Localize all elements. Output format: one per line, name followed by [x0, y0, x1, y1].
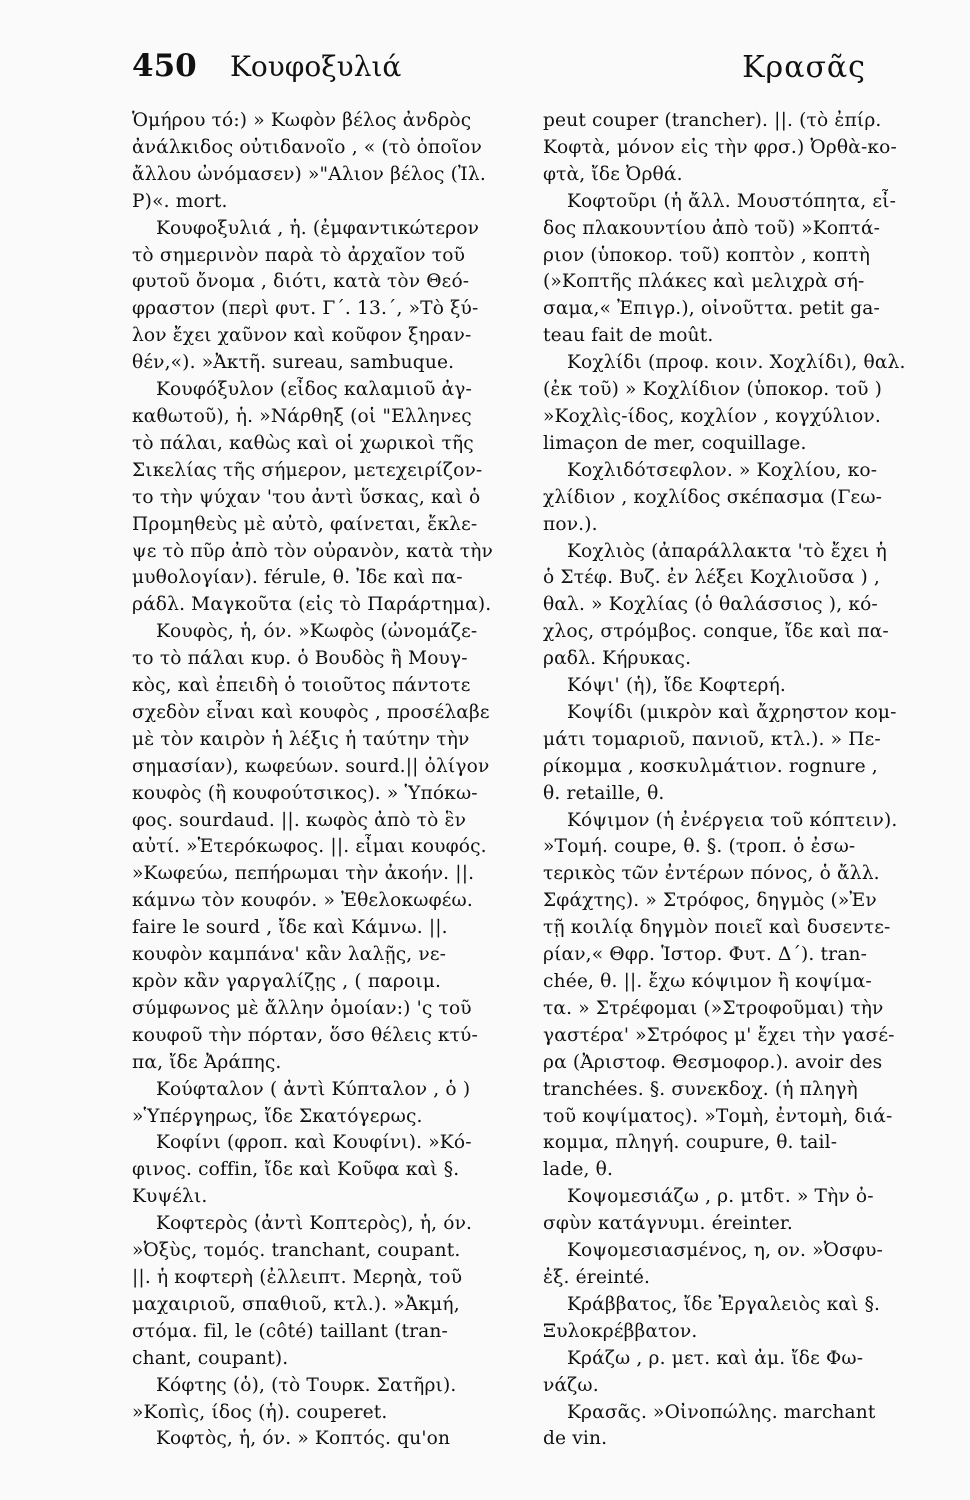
right-column [543, 108, 943, 1453]
text-line: φτὰ, ἴδε Ὀρθά. [543, 163, 683, 185]
text-line: κουφοῦ τὴν πόρταν, ὅσο θέλεις κτύ- [132, 1024, 478, 1046]
text-line: peut couper (trancher). ||. (τὸ ἐπίρ. [543, 110, 882, 131]
page-header [132, 48, 880, 98]
text-line: Ρ)«. mort. [132, 190, 228, 212]
text-line: Σικελίας τῆς σήμερον, μετεχειρίζον- [132, 459, 483, 481]
text-line: ράδλ. Μαγκοῦτα (εἰς τὸ Παράρτημα). [132, 594, 492, 616]
text-line: κρὸν κἂν γαργαλίζῃς , ( παροιμ. [132, 971, 442, 992]
text-line: πον.). [543, 513, 598, 535]
text-line: Προμηθεὺς μὲ αὐτὸ, φαίνεται, ἔκλε- [132, 513, 478, 535]
text-line: Κόψι' (ἡ), ἴδε Κοφτερή. [567, 675, 786, 697]
text-line: κὸς, καὶ ἐπειδὴ ὁ τοιοῦτος πάντοτε [132, 675, 471, 697]
text-line: limaçon de mer, coquillage. [543, 432, 807, 454]
text-line: σύμφωνος μὲ ἄλλην ὁμοίαν:) 'ς τοῦ [132, 997, 472, 1019]
text-line: lade, θ. [543, 1159, 614, 1181]
text-line: φυτοῦ ὄνομα , διότι, κατὰ τὸν Θεό- [132, 271, 470, 293]
text-line: Κοχλιδότσεφλον. » Κοχλίου, κο- [567, 459, 878, 481]
text-line: το τὴν ψύχαν 'του ἀντὶ ὕσκας, καὶ ὁ [132, 486, 481, 508]
text-line: φινος. coffin, ἴδε καὶ Κοῦφα καὶ §. [132, 1159, 460, 1181]
text-line: Κράββατος, ἴδε Ἐργαλειὸς καὶ §. [567, 1293, 881, 1315]
text-line: θέν,«). »Ἀκτῆ. sureau, sambuque. [132, 352, 455, 374]
text-line: tranchées. §. συνεκδοχ. (ἡ πληγὴ [543, 1078, 858, 1100]
text-line: κομμα, πληγή. coupure, θ. tail- [543, 1132, 838, 1154]
left-column [132, 108, 526, 1453]
text-line: Κόφτης (ὁ), (τὸ Τουρκ. Σατῆρι). [156, 1374, 457, 1396]
text-line: Κοχλίδι (προφ. κοιν. Χοχλίδι), θαλ. [567, 352, 906, 374]
text-line: faire le sourd , ἴδε καὶ Κάμνω. ||. [132, 917, 448, 939]
text-line: χλος, στρόμβος. conque, ἴδε καὶ πα- [543, 621, 889, 643]
text-line: χλίδιον , κοχλίδος σκέπασμα (Γεω- [543, 486, 883, 508]
text-line: σημασίαν), κωφεύων. sourd.|| ὀλίγον [132, 755, 490, 777]
text-line: κουφὸν καμπάνα' κἂν λαλῇς, νε- [132, 944, 447, 966]
text-line: αὐτί. »Ἑτερόκωφος. ||. εἶμαι κουφός. [132, 836, 487, 858]
text-line: Κοφίνι (φροπ. καὶ Κουφίνι). »Κό- [156, 1132, 472, 1154]
text-line: »Τομή. coupe, θ. §. (τροπ. ὁ ἐσω- [543, 836, 856, 858]
text-line: νάζω. [543, 1374, 599, 1396]
text-line: τερικὸς τῶν ἐντέρων πόνος, ὁ ἄλλ. [543, 863, 880, 885]
text-line: τὸ σημερινὸν παρὰ τὸ ἀρχαῖον τοῦ [132, 244, 466, 266]
text-line: teau fait de moût. [543, 325, 714, 347]
text-line: Κουφόξυλον (εἶδος καλαμιοῦ ἀγ- [156, 379, 472, 401]
text-line: »Ὑπέργηρως, ἴδε Σκατόγερως. [132, 1105, 423, 1127]
text-line: Κόψιμον (ἡ ἐνέργεια τοῦ κόπτειν). [567, 809, 898, 831]
text-line: ρίκομμα , κοσκυλμάτιον. rognure , [543, 755, 878, 777]
text-line: Κρασᾶς. »Οἰνοπώλης. marchant [567, 1401, 876, 1423]
text-line: Κυψέλι. [132, 1186, 208, 1208]
running-head-left: Κουφοξυλιά [230, 50, 402, 83]
text-line: μάτι τομαριοῦ, πανιοῦ, κτλ.). » Πε- [543, 728, 881, 750]
text-line: μαχαιριοῦ, σπαθιοῦ, κτλ.). »Ἀκμή, [132, 1293, 460, 1315]
text-line: Κοφτὰ, μόνον εἰς τὴν φρσ.) Ὀρθὰ-κο- [543, 136, 897, 158]
text-line: de vin. [543, 1428, 608, 1450]
text-line: Κουφοξυλιά , ἡ. (ἐμφαντικώτερον [156, 217, 480, 239]
text-line: λον ἔχει χαῦνον καὶ κοῦφον ξηραν- [132, 325, 472, 347]
text-line: σαμα,« Ἐπιγρ.), οἰνοῦττα. petit ga- [543, 298, 880, 320]
text-line: Κοφτερὸς (ἀντὶ Κοπτερὸς), ἡ, όν. [156, 1213, 473, 1235]
text-line: ||. ἡ κοφτερὴ (ἐλλειπτ. Μερηὰ, τοῦ [132, 1266, 463, 1288]
text-line: (»Κοπτῆς πλάκες καὶ μελιχρὰ σή- [543, 271, 865, 293]
text-line: Κοφτοῦρι (ἡ ἄλλ. Μουστόπητα, εἶ- [567, 190, 897, 212]
text-line: σχεδὸν εἶναι καὶ κουφὸς , προσέλαβε [132, 701, 490, 723]
text-line: ριον (ὑποκορ. τοῦ) κοπτὸν , κοπτὴ [543, 244, 871, 266]
text-line: ρίαν,« Θφρ. Ἱστορ. Φυτ. Δ΄). tran- [543, 944, 867, 966]
text-line: Ὁμήρου τό:) » Κωφὸν βέλος ἀνδρὸς [132, 110, 472, 131]
text-line: τὸ πάλαι, καθὼς καὶ οἱ χωρικοὶ τῆς [132, 432, 474, 454]
text-line: κουφὸς (ἢ κουφούτσικος). » Ὑπόκω- [132, 782, 478, 804]
text-line: Κοψομεσιασμένος, η, ον. »Ὀσφυ- [567, 1240, 883, 1262]
text-line: Κούφταλον ( ἀντὶ Κύπταλον , ὁ ) [156, 1078, 471, 1100]
text-line: τῇ κοιλίᾳ δηγμὸν ποιεῖ καὶ δυσεντε- [543, 917, 891, 939]
text-line: στόμα. fil, le (côté) taillant (tran- [132, 1320, 448, 1342]
text-line: Κράζω , ρ. μετ. καὶ ἀμ. ἴδε Φω- [567, 1347, 864, 1369]
running-head-right: Κρασᾶς [742, 50, 866, 85]
text-line: ραδλ. Κήρυκας. [543, 648, 692, 670]
text-line: chant, coupant). [132, 1347, 289, 1369]
text-line: Κοψομεσιάζω , ρ. μτδτ. » Τὴν ὀ- [567, 1186, 874, 1208]
text-line: δος πλακουντίου ἀπὸ τοῦ) »Κοπτά- [543, 217, 881, 239]
text-line: »Κοπὶς, ίδος (ἡ). couperet. [132, 1401, 388, 1423]
text-line: »Ὀξὺς, τομός. tranchant, coupant. [132, 1240, 461, 1262]
text-line: Κοφτὸς, ἡ, όν. » Κοπτός. qu'on [156, 1428, 451, 1450]
text-line: θαλ. » Κοχλίας (ὁ θαλάσσιος ), κό- [543, 594, 878, 616]
text-line: πα, ἴδε Ἀράπης. [132, 1051, 282, 1073]
text-line: φραστον (περὶ φυτ. Γ΄. 13.΄, »Τὸ ξύ- [132, 298, 479, 320]
text-line: Κοψίδι (μικρὸν καὶ ἄχρηστον κομ- [567, 701, 897, 723]
text-line: chée, θ. ||. ἔχω κόψιμον ἢ κοψίμα- [543, 971, 872, 992]
text-line: ψε τὸ πῦρ ἀπὸ τὸν οὐρανὸν, κατὰ τὴν [132, 540, 493, 562]
text-line: το τὸ πάλαι κυρ. ὁ Βουδὸς ἢ Μουγ- [132, 648, 468, 670]
text-line: »Κοχλὶς-ίδος, κοχλίον , κογχύλιον. [543, 405, 881, 427]
text-line: (ἐκ τοῦ) » Κοχλίδιον (ὑποκορ. τοῦ ) [543, 379, 883, 401]
text-line: μυθολογίαν). férule, θ. Ἰδε καὶ πα- [132, 567, 463, 589]
text-line: φος. sourdaud. ||. κωφὸς ἀπὸ τὸ ἓν [132, 809, 467, 831]
text-line: Ξυλοκρέββατον. [543, 1320, 698, 1342]
page-number: 450 [132, 48, 197, 84]
text-line: Κουφὸς, ἡ, όν. »Κωφὸς (ὠνομάζε- [156, 621, 478, 643]
text-line: ἀνάλκιδος οὐτιδανοῖο , « (τὸ ὁποῖον [132, 136, 482, 158]
text-line: ρα (Ἀριστοφ. Θεσμοφορ.). avoir des [543, 1051, 883, 1073]
text-line: κάμνω τὸν κουφόν. » Ἐθελοκωφέω. [132, 890, 473, 912]
text-line: Κοχλιὸς (ἀπαράλλακτα 'τὸ ἔχει ἡ [567, 540, 887, 562]
text-line: καθωτοῦ), ἡ. »Νάρθηξ (οἱ "Ελληνες [132, 405, 472, 427]
text-line: »Κωφεύω, πεπήρωμαι τὴν ἀκοήν. ||. [132, 863, 475, 885]
text-line: ὁ Στέφ. Βυζ. ἐν λέξει Κοχλιοῦσα ) , [543, 567, 880, 589]
text-line: ἄλλου ὠνόμασεν) »"Αλιον βέλος (Ἰλ. [132, 163, 486, 185]
text-line: ἐξ. éreinté. [543, 1266, 651, 1288]
text-line: τοῦ κοψίματος). »Τομὴ, ἐντομὴ, διά- [543, 1105, 893, 1127]
text-line: σφὺν κατάγνυμι. éreinter. [543, 1213, 793, 1235]
text-line: τα. » Στρέφομαι (»Στροφοῦμαι) τὴν [543, 997, 884, 1019]
text-line: γαστέρα' »Στρόφος μ' ἔχει τὴν γασέ- [543, 1024, 895, 1046]
text-line: μὲ τὸν καιρὸν ἡ λέξις ἡ ταύτην τὴν [132, 728, 470, 750]
text-line: Σφάχτης). » Στρόφος, δηγμὸς (»Ἐν [543, 890, 877, 912]
text-line: θ. retaille, θ. [543, 782, 665, 804]
